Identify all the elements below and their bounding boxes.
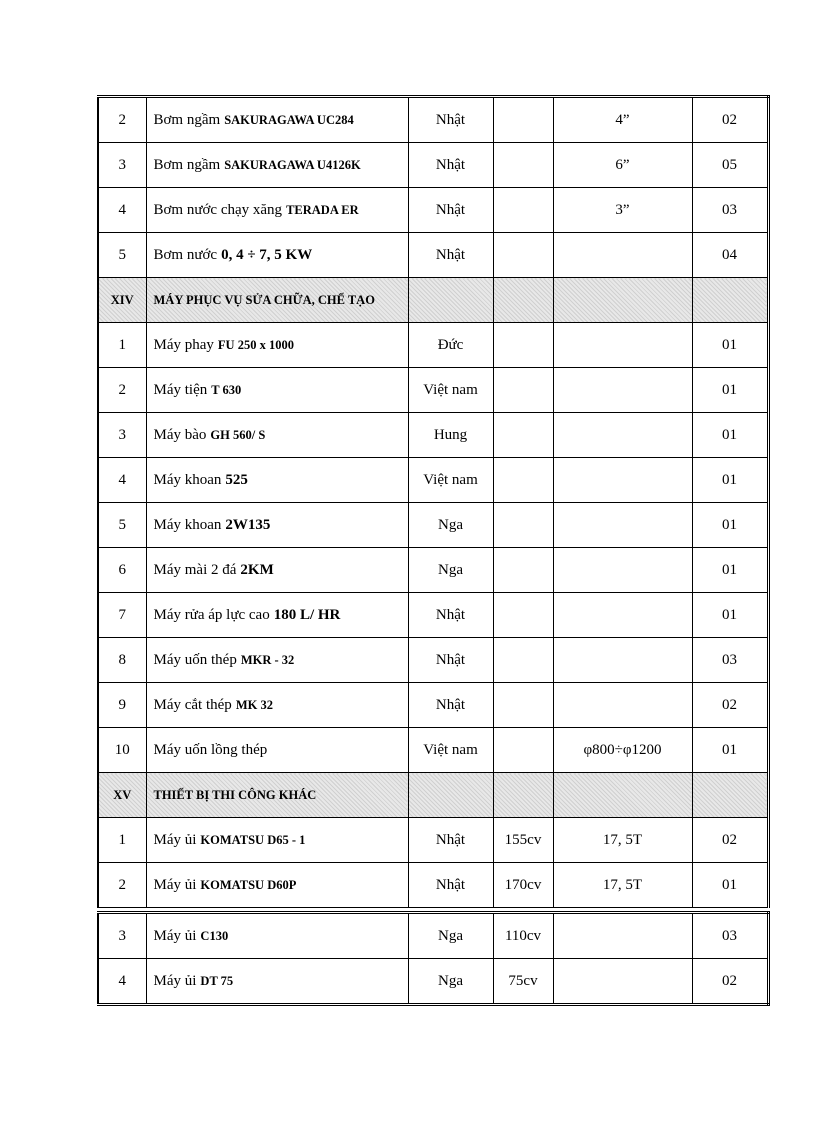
item-model: 2W135 bbox=[225, 516, 271, 533]
item-spec: φ800÷φ1200 bbox=[553, 728, 692, 773]
item-power bbox=[493, 638, 553, 683]
item-name-cell bbox=[146, 97, 408, 143]
item-name: Bơm ngầm bbox=[153, 156, 221, 173]
table-row bbox=[98, 913, 768, 959]
item-name: Máy ủi bbox=[153, 972, 197, 989]
item-quantity: 03 bbox=[692, 188, 768, 233]
item-power bbox=[493, 143, 553, 188]
item-name-cell bbox=[146, 913, 408, 959]
item-quantity: 05 bbox=[692, 143, 768, 188]
item-spec bbox=[553, 413, 692, 458]
item-origin: Nhật bbox=[408, 188, 493, 233]
item-model: GH 560/ S bbox=[210, 427, 266, 442]
item-name: Máy tiện bbox=[153, 381, 208, 398]
item-quantity: 01 bbox=[692, 323, 768, 368]
item-quantity: 01 bbox=[692, 548, 768, 593]
item-model: SAKURAGAWA U4126K bbox=[224, 157, 361, 172]
section-title: THIẾT BỊ THI CÔNG KHÁC bbox=[146, 773, 408, 818]
empty-cell bbox=[553, 773, 692, 818]
empty-cell bbox=[408, 773, 493, 818]
section-number: XV bbox=[98, 773, 146, 818]
table-row bbox=[98, 458, 768, 503]
equipment-table bbox=[97, 95, 770, 908]
item-model: 525 bbox=[225, 471, 248, 488]
item-number: 7 bbox=[98, 593, 146, 638]
item-quantity: 01 bbox=[692, 863, 768, 908]
item-name: Bơm nước chạy xăng bbox=[153, 201, 283, 218]
item-quantity: 01 bbox=[692, 458, 768, 503]
item-model: T 630 bbox=[211, 382, 242, 397]
item-power bbox=[493, 503, 553, 548]
item-origin: Nhật bbox=[408, 638, 493, 683]
item-name-cell bbox=[146, 683, 408, 728]
item-name-cell bbox=[146, 863, 408, 908]
item-name: Bơm ngầm bbox=[153, 111, 221, 128]
item-number: 4 bbox=[98, 458, 146, 503]
item-spec bbox=[553, 683, 692, 728]
item-power bbox=[493, 593, 553, 638]
table-row bbox=[98, 233, 768, 278]
item-number: 5 bbox=[98, 503, 146, 548]
item-name: Máy khoan bbox=[153, 471, 222, 488]
item-power bbox=[493, 368, 553, 413]
item-name-cell bbox=[146, 368, 408, 413]
item-model: C130 bbox=[200, 928, 229, 943]
item-origin: Nhật bbox=[408, 593, 493, 638]
item-spec: 3” bbox=[553, 188, 692, 233]
item-power: 75cv bbox=[493, 959, 553, 1005]
item-spec: 6” bbox=[553, 143, 692, 188]
item-name-cell bbox=[146, 503, 408, 548]
item-name-cell bbox=[146, 323, 408, 368]
item-spec bbox=[553, 368, 692, 413]
item-number: 2 bbox=[98, 368, 146, 413]
item-spec bbox=[553, 458, 692, 503]
item-quantity: 03 bbox=[692, 913, 768, 959]
item-origin: Hung bbox=[408, 413, 493, 458]
item-number: 3 bbox=[98, 913, 146, 959]
item-quantity: 01 bbox=[692, 503, 768, 548]
item-origin: Việt nam bbox=[408, 728, 493, 773]
item-name: Bơm nước bbox=[153, 246, 218, 263]
item-origin: Việt nam bbox=[408, 458, 493, 503]
item-number: 3 bbox=[98, 143, 146, 188]
item-spec: 17, 5T bbox=[553, 863, 692, 908]
item-model: MKR - 32 bbox=[240, 652, 295, 667]
table-row bbox=[98, 683, 768, 728]
item-spec bbox=[553, 959, 692, 1005]
item-origin: Nhật bbox=[408, 97, 493, 143]
item-quantity: 02 bbox=[692, 97, 768, 143]
item-number: 6 bbox=[98, 548, 146, 593]
item-quantity: 03 bbox=[692, 638, 768, 683]
item-power: 110cv bbox=[493, 913, 553, 959]
table-row bbox=[98, 818, 768, 863]
item-power bbox=[493, 233, 553, 278]
item-origin: Việt nam bbox=[408, 368, 493, 413]
item-number: 2 bbox=[98, 863, 146, 908]
item-power bbox=[493, 413, 553, 458]
item-name: Máy khoan bbox=[153, 516, 222, 533]
section-row bbox=[98, 278, 768, 323]
item-number: 8 bbox=[98, 638, 146, 683]
table-row bbox=[98, 503, 768, 548]
table-row bbox=[98, 593, 768, 638]
item-quantity: 02 bbox=[692, 959, 768, 1005]
item-power bbox=[493, 458, 553, 503]
item-spec bbox=[553, 233, 692, 278]
table-row bbox=[98, 323, 768, 368]
item-model: 180 L/ HR bbox=[273, 606, 341, 623]
item-power: 170cv bbox=[493, 863, 553, 908]
empty-cell bbox=[493, 278, 553, 323]
item-model: MK 32 bbox=[235, 697, 273, 712]
section-number: XIV bbox=[98, 278, 146, 323]
item-origin: Đức bbox=[408, 323, 493, 368]
table-row bbox=[98, 188, 768, 233]
item-name: Máy ủi bbox=[153, 876, 197, 893]
item-spec: 17, 5T bbox=[553, 818, 692, 863]
item-name: Máy phay bbox=[153, 336, 214, 353]
item-name: Máy uốn lồng thép bbox=[153, 741, 268, 758]
table-row bbox=[98, 368, 768, 413]
table-row bbox=[98, 548, 768, 593]
item-quantity: 04 bbox=[692, 233, 768, 278]
item-spec bbox=[553, 323, 692, 368]
item-power: 155cv bbox=[493, 818, 553, 863]
item-name-cell bbox=[146, 143, 408, 188]
item-name: Máy rửa áp lực cao bbox=[153, 606, 270, 623]
empty-cell bbox=[408, 278, 493, 323]
item-model: 2KM bbox=[240, 561, 274, 578]
item-model: FU 250 x 1000 bbox=[217, 337, 294, 352]
table-row bbox=[98, 97, 768, 143]
empty-cell bbox=[553, 278, 692, 323]
item-spec bbox=[553, 593, 692, 638]
item-model: KOMATSU D65 - 1 bbox=[200, 832, 306, 847]
item-quantity: 01 bbox=[692, 593, 768, 638]
item-quantity: 01 bbox=[692, 728, 768, 773]
item-power bbox=[493, 323, 553, 368]
item-number: 9 bbox=[98, 683, 146, 728]
table-row bbox=[98, 143, 768, 188]
item-origin: Nhật bbox=[408, 683, 493, 728]
item-model: 0, 4 ÷ 7, 5 KW bbox=[221, 246, 313, 263]
item-power bbox=[493, 188, 553, 233]
item-model: KOMATSU D60P bbox=[200, 877, 297, 892]
item-name: Máy ủi bbox=[153, 831, 197, 848]
item-power bbox=[493, 548, 553, 593]
item-name-cell bbox=[146, 458, 408, 503]
item-name-cell bbox=[146, 548, 408, 593]
item-name: Máy uốn thép bbox=[153, 651, 237, 668]
item-name-cell bbox=[146, 593, 408, 638]
item-name-cell bbox=[146, 959, 408, 1005]
item-power bbox=[493, 97, 553, 143]
table-row bbox=[98, 959, 768, 1005]
item-quantity: 02 bbox=[692, 818, 768, 863]
item-origin: Nga bbox=[408, 959, 493, 1005]
table-row bbox=[98, 728, 768, 773]
item-origin: Nhật bbox=[408, 233, 493, 278]
item-number: 4 bbox=[98, 959, 146, 1005]
item-name-cell bbox=[146, 413, 408, 458]
table-row bbox=[98, 863, 768, 908]
item-spec bbox=[553, 503, 692, 548]
empty-cell bbox=[493, 773, 553, 818]
item-origin: Nga bbox=[408, 503, 493, 548]
item-model: TERADA ER bbox=[286, 202, 359, 217]
item-number: 1 bbox=[98, 818, 146, 863]
item-power bbox=[493, 683, 553, 728]
item-name-cell bbox=[146, 638, 408, 683]
section-row bbox=[98, 773, 768, 818]
item-name: Máy cắt thép bbox=[153, 696, 232, 713]
item-name-cell bbox=[146, 188, 408, 233]
item-number: 1 bbox=[98, 323, 146, 368]
item-number: 4 bbox=[98, 188, 146, 233]
item-number: 10 bbox=[98, 728, 146, 773]
empty-cell bbox=[692, 278, 768, 323]
item-origin: Nhật bbox=[408, 818, 493, 863]
table-row bbox=[98, 413, 768, 458]
item-quantity: 01 bbox=[692, 413, 768, 458]
item-origin: Nhật bbox=[408, 143, 493, 188]
equipment-table-continued bbox=[97, 911, 770, 1006]
item-spec: 4” bbox=[553, 97, 692, 143]
item-spec bbox=[553, 638, 692, 683]
item-origin: Nhật bbox=[408, 863, 493, 908]
item-origin: Nga bbox=[408, 913, 493, 959]
section-title: MÁY PHỤC VỤ SỬA CHỮA, CHẾ TẠO bbox=[146, 278, 408, 323]
item-name: Máy mài 2 đá bbox=[153, 561, 237, 578]
item-quantity: 02 bbox=[692, 683, 768, 728]
item-name-cell bbox=[146, 818, 408, 863]
item-name: Máy bào bbox=[153, 426, 207, 443]
item-name: Máy ủi bbox=[153, 927, 197, 944]
item-origin: Nga bbox=[408, 548, 493, 593]
item-number: 2 bbox=[98, 97, 146, 143]
table-row bbox=[98, 638, 768, 683]
item-power bbox=[493, 728, 553, 773]
item-spec bbox=[553, 548, 692, 593]
item-name-cell bbox=[146, 728, 408, 773]
item-model: SAKURAGAWA UC284 bbox=[224, 112, 354, 127]
item-model: DT 75 bbox=[200, 973, 234, 988]
item-number: 3 bbox=[98, 413, 146, 458]
item-quantity: 01 bbox=[692, 368, 768, 413]
item-name-cell bbox=[146, 233, 408, 278]
empty-cell bbox=[692, 773, 768, 818]
item-spec bbox=[553, 913, 692, 959]
item-number: 5 bbox=[98, 233, 146, 278]
